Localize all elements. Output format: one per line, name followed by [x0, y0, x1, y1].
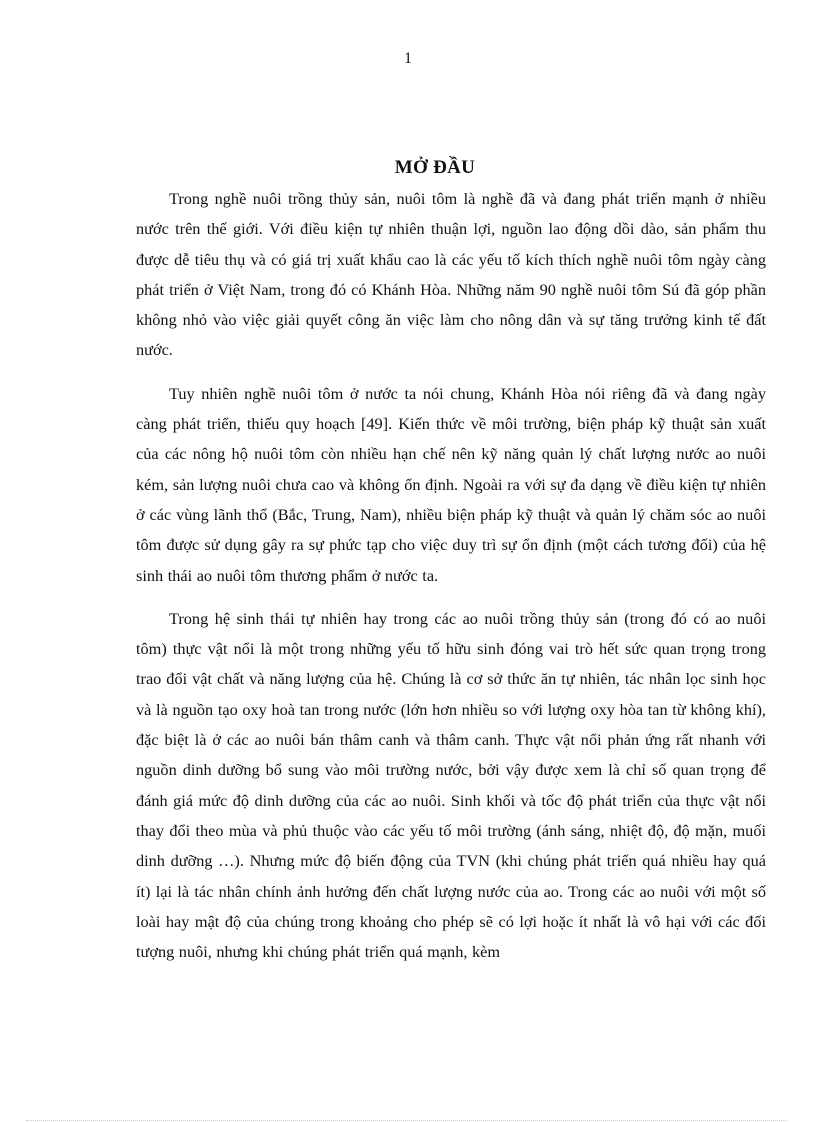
page-title: MỞ ĐẦU — [394, 156, 476, 178]
document-body — [136, 184, 766, 980]
paragraph-phytoplankton: Trong hệ sinh thái tự nhiên hay trong các ao nuôi trồng thủy sản (trong đó có ao nuôi tôm) thực vật nổi là một trong những yếu tố hữu sinh đóng vai trò hết sức quan trọng trong trao đổi vật chất và năng lượng của hệ. Chúng là cơ sở thức ăn tự nhiên, tác nhân lọc sinh học và là nguồn tạo oxy hoà tan trong nước (lớn hơn nhiều so với lượng oxy hòa tan từ không khí), đặc biệt là ở các ao nuôi bán thâm canh và thâm canh. Thực vật nổi phản ứng rất nhanh với nguồn dinh dưỡng bổ sung vào môi trường nước, bởi vậy được xem là chỉ số quan trọng để đánh giá mức độ dinh dưỡng của các ao nuôi. Sinh khối và tốc độ phát triển của thực vật nổi thay đổi theo mùa và phủ thuộc vào các yếu tố môi trường (ánh sáng, nhiệt độ, độ mặn, muối dinh dưỡng …). Nhưng mức độ biến động của TVN (khi chúng phát triển quá nhiều hay quá ít) lại là tác nhân chính ảnh hưởng đến chất lượng nước của ao. Trong các ao nuôi với một số loài hay mật độ của chúng trong khoảng cho phép sẽ có lợi hoặc ít nhất là vô hại với các đối tượng nuôi, nhưng khi chúng phát triển quá mạnh, kèm — [136, 608, 766, 962]
page-bottom-divider — [26, 1120, 786, 1121]
paragraph-intro: Trong nghề nuôi trồng thủy sản, nuôi tôm là nghề đã và đang phát triển mạnh ở nhiều nước trên thế giới. Với điều kiện tự nhiên thuận lợi, nguồn lao động dồi dào, sản phẩm thu được dễ tiêu thụ và có giá trị xuất khẩu cao là các yếu tố kích thích nghề nuôi tôm ngày càng phát triển ở Việt Nam, trong đó có Khánh Hòa. Những năm 90 nghề nuôi tôm Sú đã góp phần không nhỏ vào việc giải quyết công ăn việc làm cho nông dân và sự tăng trưởng kinh tế đất nước. — [136, 189, 766, 360]
paragraph-problem: Tuy nhiên nghề nuôi tôm ở nước ta nói chung, Khánh Hòa nói riêng đã và đang ngày càng phát triển, thiếu quy hoạch [49]. Kiến thức về môi trường, biện pháp kỹ thuật sản xuất của các nông hộ nuôi tôm còn nhiều hạn chế nên kỹ năng quản lý chất lượng nước ao nuôi kém, sản lượng nuôi chưa cao và không ổn định. Ngoài ra với sự đa dạng về điều kiện tự nhiên ở các vùng lãnh thổ (Bắc, Trung, Nam), nhiều biện pháp kỹ thuật và quản lý chăm sóc ao nuôi tôm được sử dụng gây ra sự phức tạp cho việc duy trì sự ổn định (một cách tương đối) của hệ sinh thái ao nuôi tôm thương phẩm ở nước ta. — [136, 383, 766, 585]
page-number: 1 — [404, 50, 412, 67]
